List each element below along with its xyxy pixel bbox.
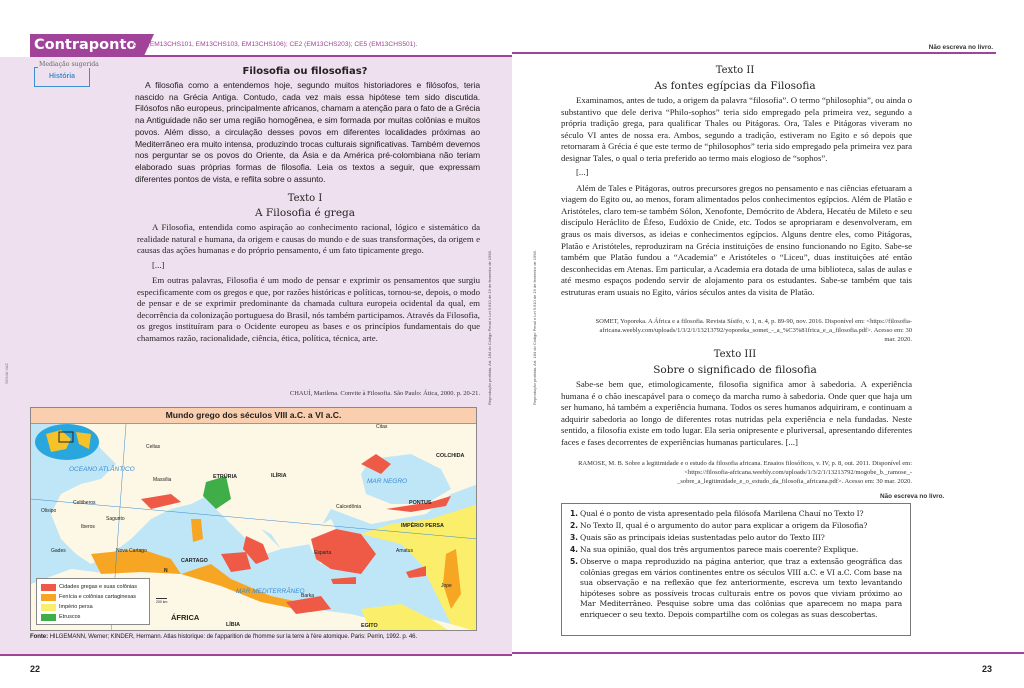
city-label: Amatus xyxy=(396,548,413,554)
city-label: Jope xyxy=(441,583,452,589)
texto3-title: Sobre o significado de filosofia xyxy=(653,364,817,376)
cyprus xyxy=(406,566,426,578)
region-label: EGITO xyxy=(361,623,378,629)
map-title: Mundo grego dos séculos VIII a.C. a VI a.C. xyxy=(165,410,342,420)
historical-map xyxy=(30,407,477,631)
region-label: ETRÚRIA xyxy=(213,474,237,480)
legal-note: Reprodução proibida. Art. 184 do Código Penal e Lei 9.610 de 19 de fevereiro de 1998. xyxy=(487,250,492,405)
no-write-notice-questions: Não escreva no livro. xyxy=(880,493,945,500)
question-text: Quais são as principais ideias sustentadas pelo autor do Texto III? xyxy=(580,533,825,543)
people-label: Iberos xyxy=(81,524,95,530)
section-tab: Contraponto xyxy=(30,34,144,56)
texto2-body xyxy=(561,95,912,301)
texto2-reference: SOMET, Yoporeka. A África e a filosofia. Revista Sísifo, v. 1, n. 4, p. 89-90, nov. 2016. Disponível em: <https://filosofia-africana.weebly.com/uploads/1/3/2/1/13213792/yoporeka_somet_-_a_%C3%81frica_e_a_filosofia.pdf>. Acesso em: 30 mar. 2020. xyxy=(595,318,912,343)
intro-body: A filosofia como a entendemos hoje, segundo muitos historiadores e filósofos, teria nascido na Grécia Antiga. Contudo, cada vez mais essa hipótese tem sido discutida. Filósofos não europeus, principalmente africanos, chamam a atenção para o fato de a Grécia na Antiguidade não ser uma região homogênea, e sim formada por muitas colônias e muitos povos. Além disso, a circulação desses povos em diferentes localidades próximas ao Mediterrâneo era muito intensa, produzindo trocas culturais significativas. Também devemos nos perguntar se os povos do Oriente, da Ásia e da América pré-colombiana não teriam elaborado suas próprias formas de filosofia. Leia os textos a seguir, que expressam diferentes pontos de vista, e reflita sobre o assunto. xyxy=(135,80,480,184)
people-label: Celtas xyxy=(146,444,161,450)
question-number: 5. xyxy=(570,557,578,567)
scale-bar: 200 km xyxy=(156,600,168,604)
region-label: COLCHIDA xyxy=(436,453,465,459)
question-text: Observe o mapa reproduzido na página anterior, que traz a extensão geográfica das colônias gregas em vários continentes entre os séculos VIII a.C. e VI a.C. Com base na sua observação e na reflexão que fez anteriormente, escreva um texto levantando hipóteses sobre as possíveis trocas culturais entre os povos que viviam próximo ao Mar Mediterrâneo. Pesquise sobre uma das colônias que aparecem no mapa para enriquecer o seu texto. Depois compartilhe com os colegas as suas descobertas. xyxy=(580,557,902,619)
texto1-title: A Filosofia é grega xyxy=(254,207,356,219)
header-rule xyxy=(512,52,996,54)
region-label: IMPÉRIO PERSA xyxy=(401,523,444,529)
legend-item-persian xyxy=(41,602,145,612)
city-label: Sagunto xyxy=(106,516,125,522)
texto1-label: Texto I xyxy=(287,193,323,204)
city-label: Olisipo xyxy=(41,508,57,514)
competencies-codes: CE1 (EM13CHS101, EM13CHS103, EM13CHS106); CE2 (EM13CHS203); CE5 (EM13CHS501). xyxy=(133,41,418,48)
texto2-ellipsis: [...] xyxy=(576,167,589,178)
page-number: 22 xyxy=(30,664,41,674)
north-arrow-icon: N xyxy=(164,568,168,574)
question-item xyxy=(570,521,902,532)
map-title-bar xyxy=(31,408,476,424)
city-label: Barka xyxy=(301,593,315,599)
greek-colonies-sicily xyxy=(221,552,251,572)
questions-box xyxy=(561,503,911,636)
people-label: Celtiberos xyxy=(73,500,96,506)
region-label: PONTUS xyxy=(409,500,432,506)
texto1-paragraph: A Filosofia, entendida como aspiração ao conhecimento racional, lógico e sistemático da realidade natural e humana, da origem e causas do mundo e de suas transformações, da origem e causas das ações humanas e do próprio pensamento, é um fato tipicamente grego. xyxy=(137,222,480,256)
texto3-label: Texto III xyxy=(713,349,757,360)
page-number: 23 xyxy=(982,664,993,674)
texto2-paragraph: Além de Tales e Pitágoras, outros precursores gregos no pensamento e nas ciências efetuaram a viagem do Egito ou, ao menos, foram alimentados pelos conhecimentos egípcios. Além de Platão e Aristóteles, claro tem-se também Sólon, Xenofonte, Demócrito de Abdera, Hecatéu de Mileto e seu discípulo Heráclito de Éfeso, Eudóxio de Cnide, etc. Todos se apropriaram e desenvolveram, em graus os mais diversos, as ideias e conhecimentos egípcios. Alguns dentre eles, como Pitágoras, Platão e Aristóteles, reproduziram na Grécia instituições de ensino funcionando no Egito. Sabe-se também que Platão fundou a “Academia” e Aristóteles o “Liceu”, duas instituições até então desconhecidas em Atenas. Em particular, a Academia era dotada de uma biblioteca, salas de aulas e até mesmo espaços podendo servir de alojamento para os estudantes. Sabe-se também que tais estruturas eram usuais no Egito, vários séculos antes da visita de Platão. xyxy=(561,182,912,297)
texto2-paragraph: Examinamos, antes de tudo, a origem da palavra “filosofia”. O termo “philosophia”, ou ainda o substantivo que dele deriva “Philo-sophos” teria sido empregado pela primeira vez, segundo a própria tradição grega, para qualificar Thales ou Pitágoras. Ora, Tales e Pitágoras viveram no século VI antes de nossa era. Ambos, segundo a tradição, estiveram no Egito e só depois que retornaram à Grécia é que este termo de “philosophos” teria sido empregado pela primeira vez para designar Tales, o qual o teria preferido ao termo mais elogioso de “sophos”. xyxy=(561,95,912,163)
texto1-paragraph: Em outras palavras, Filosofia é um modo de pensar e exprimir os pensamentos que surgiu especificamente com os gregos e que, por razões históricas e políticas, tornou-se, depois, o modo de pensar e de se exprimir predominante da chamada cultura europeia ocidental da qual, em decorrência da colonização portuguesa do Brasil, nós também participamos. Através da Filosofia, os gregos instituíram para o Ocidente europeu as bases e os princípios fundamentais do que chamamos razão, racionalidade, ciência, ética, política, técnica, arte. xyxy=(137,275,480,343)
region-label: ÁFRICA xyxy=(171,613,200,622)
sea-label: OCEANO ATLÂNTICO xyxy=(69,466,135,473)
sardinia xyxy=(191,519,203,542)
map-source-text: HILGEMANN, Werner; KINDER, Hermann. Atlas historique: de l'apparition de l'homme sur la terre à l'ère atomique. Paris: Perrin, 1992. p. 46. xyxy=(48,633,418,640)
question-number: 4. xyxy=(570,545,578,555)
texto1-reference: CHAUÍ, Marilena. Convite à Filosofia. São Paulo: Ática, 2000. p. 20-21. xyxy=(289,390,480,397)
city-label: Calcedônia xyxy=(336,504,362,510)
region-label: LÍBIA xyxy=(226,622,241,628)
question-item xyxy=(570,557,902,620)
question-item xyxy=(570,509,902,520)
map-legend xyxy=(36,578,150,625)
question-number: 2. xyxy=(570,521,578,531)
legend-label: Império persa xyxy=(59,604,93,610)
legend-label: Cidades gregas e suas colônias xyxy=(59,584,137,590)
sea-label: MAR NEGRO xyxy=(367,478,408,485)
section-header xyxy=(30,34,512,56)
question-item xyxy=(570,533,902,544)
footer-rule xyxy=(0,654,512,656)
question-text: Na sua opinião, qual dos três argumentos parece mais coerente? Explique. xyxy=(580,545,859,555)
texto2-title: As fontes egípcias da Filosofia xyxy=(654,80,816,92)
legend-item-greek xyxy=(41,582,145,592)
mediation-subject: História xyxy=(48,73,76,80)
legend-swatch xyxy=(41,594,56,601)
footer-rule xyxy=(512,652,1024,654)
texto3-reference: RAMOSE, M. B. Sobre a legitimidade e o estudo da filosofia africana. Ensaios filosóficos, v. IV, p. 8, out. 2011. Disponível em: <https://filosofia-africana.weebly.com/uploads/1/3/2/1/13213792/mogobe_b._ramose_-_sobre_a_legitimidade_e_o_estudo_da_filosofia_africana.pdf>. Acesso em: 30 mar. 2020. xyxy=(578,460,912,485)
texto1-body xyxy=(137,222,480,347)
texto2-label: Texto II xyxy=(715,65,755,76)
city-label: Massília xyxy=(153,477,172,483)
intro-title: Filosofia ou filosofias? xyxy=(242,66,368,77)
texto3-paragraph: Sabe-se bem que, etimologicamente, filosofia significa amor à sabedoria. A experiência humana é o chão inescapável para o começo da marcha rumo à sabedoria. Onde quer que haja um ser humano, há também a experiência humana. Todos os seres humanos adquiriram, e continuam a adquirir sabedoria ao longo de diferentes rotas nutridas pela experiência e nela fundadas. Neste sentido, a filosofia existe em todo lugar. Ela seria onipresente e pluriversal, apresentando diferentes faces e fases decorrentes de experiências humanas particulares. [...] xyxy=(561,379,912,447)
no-write-notice: Não escreva no livro. xyxy=(928,44,993,51)
map-source xyxy=(30,633,417,640)
region-label: ILÍRIA xyxy=(271,473,287,479)
texto1-ellipsis: [...] xyxy=(152,259,165,270)
map-credit: SONIA VAZ xyxy=(4,363,9,384)
sea-label: MAR MEDITERRÂNEO xyxy=(236,588,305,595)
legend-label: Fenícia e colônias cartaginesas xyxy=(59,594,137,600)
question-text: No Texto II, qual é o argumento do autor para explicar a origem da Filosofia? xyxy=(580,521,868,531)
region-label: CARTAGO xyxy=(181,558,208,564)
crete xyxy=(331,577,356,584)
legend-label: Etruscos xyxy=(59,614,81,620)
legend-swatch xyxy=(41,584,56,591)
question-number: 1. xyxy=(570,509,578,518)
map-source-label: Fonte: xyxy=(30,633,49,640)
city-label: Gades xyxy=(51,548,66,554)
question-number: 3. xyxy=(570,533,578,543)
legend-swatch xyxy=(41,614,56,621)
people-label: Citas xyxy=(376,424,388,430)
header-rule xyxy=(30,55,512,57)
mediation-box xyxy=(34,61,99,87)
legend-item-phoenician xyxy=(41,592,145,602)
legend-swatch xyxy=(41,604,56,611)
question-item xyxy=(570,545,902,556)
city-label: Esparta xyxy=(314,550,332,556)
legal-note: Reprodução proibida. Art. 184 do Código Penal e Lei 9.610 de 19 de fevereiro de 1998. xyxy=(532,250,537,405)
mediation-label: Mediação sugerida xyxy=(39,61,99,68)
texto3-body xyxy=(561,379,912,451)
question-text: Qual é o ponto de vista apresentado pela filósofa Marilena Chauí no Texto I? xyxy=(580,509,864,518)
city-label: Nova Cartago xyxy=(116,548,147,554)
legend-item-etruscan xyxy=(41,612,145,622)
